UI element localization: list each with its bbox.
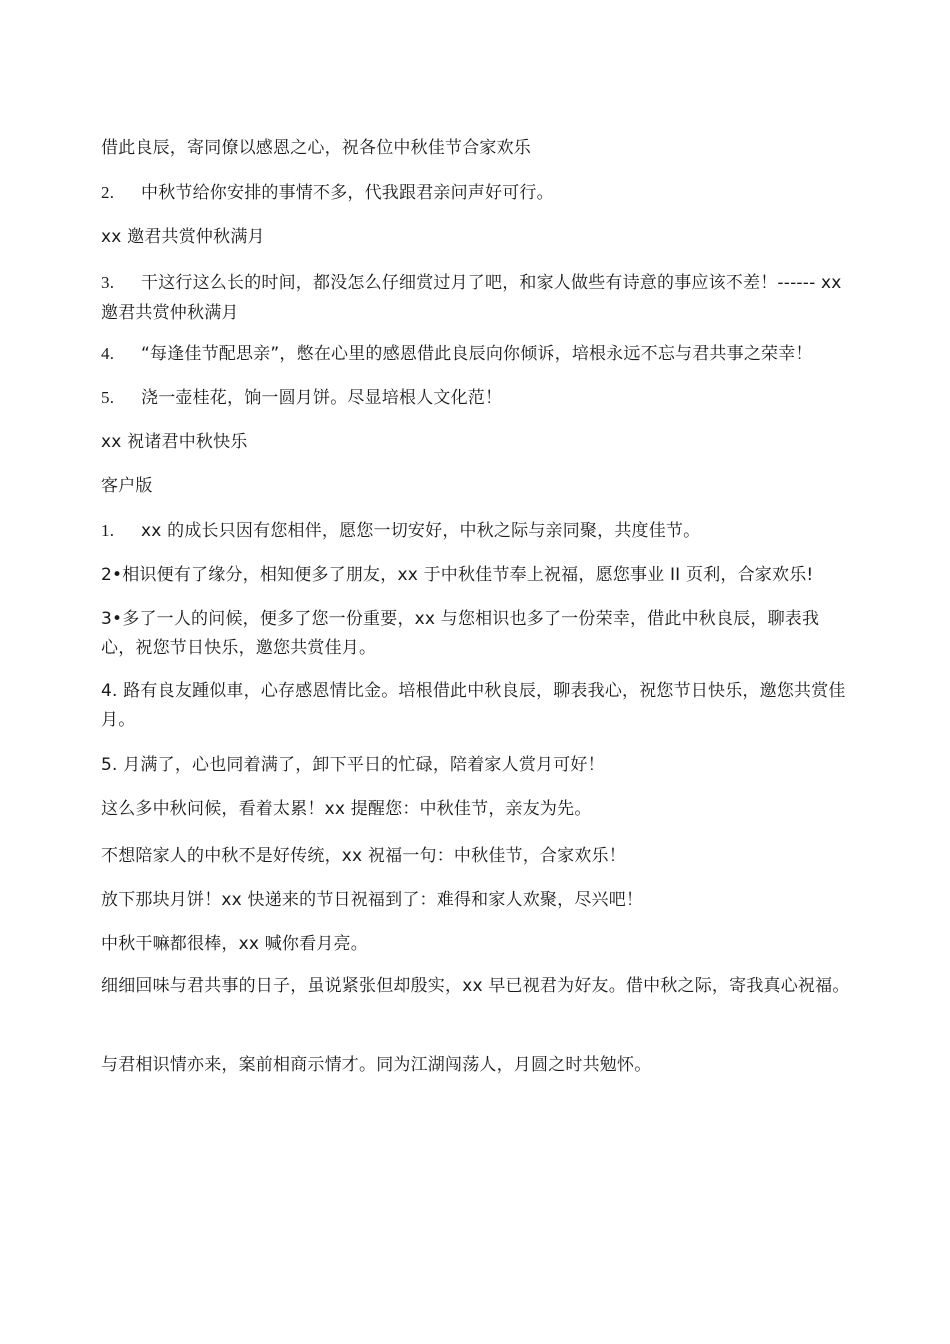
paragraph-text: 不想陪家人的中秋不是好传统，xx 祝福一句：中秋佳节，合家欢乐！ (101, 846, 626, 866)
list-item-text: 5. 月满了，心也同着满了，卸下平日的忙碌，陪着家人赏月可好！ (101, 755, 605, 775)
list-item (101, 268, 853, 328)
list-item-text: 3•多了一人的问候，便多了您一份重要，xx 与您相识也多了一份荣幸，借此中秋良辰，聊表我心，祝您节日快乐，邀您共赏佳月。 (101, 609, 820, 658)
paragraph-text: 借此良辰，寄同僚以感恩之心，祝各位中秋佳节合家欢乐 (101, 138, 531, 158)
paragraph (101, 223, 853, 251)
list-number: 5. (101, 388, 115, 407)
paragraph (101, 1051, 853, 1079)
section-heading (101, 472, 853, 500)
paragraph (101, 971, 853, 1001)
list-number: 2. (101, 183, 115, 202)
list-item (101, 340, 853, 368)
paragraph (101, 930, 853, 958)
list-item (101, 561, 853, 589)
list-item (101, 677, 853, 735)
list-number: 3. (101, 273, 115, 292)
list-item-text: 浇一壶桂花，饷一圆月饼。尽显培根人文化范！ (141, 388, 503, 408)
list-item-text: “每逢佳节配思亲”，憋在心里的感恩借此良辰向你倾诉，培根永远不忘与君共事之荣幸！ (141, 344, 813, 364)
list-item-text: 干这行这么长的时间，都没怎么仔细赏过月了吧，和家人做些有诗意的事应该不差！------ xx 邀君共赏仲秋满月 (101, 273, 842, 323)
list-item (101, 517, 853, 545)
paragraph-text: 与君相识情亦来，案前相商示情才。同为江湖闯荡人，月圆之时共勉怀。 (101, 1055, 652, 1075)
list-item-text: 2•相识便有了缘分，相知便多了朋友，xx 于中秋佳节奉上祝福，愿您事业 II 页利，合家欢乐! (101, 565, 814, 585)
list-item-text: xx 的成长只因有您相伴，愿您一切安好，中秋之际与亲同聚，共度佳节。 (141, 521, 701, 541)
paragraph-text: xx 邀君共赏仲秋满月 (101, 227, 265, 247)
list-number: 1. (101, 521, 115, 540)
paragraph (101, 428, 853, 456)
paragraph (101, 795, 853, 823)
paragraph (101, 134, 853, 162)
list-item (101, 179, 853, 207)
paragraph (101, 886, 853, 914)
paragraph-text: 放下那块月饼！xx 快递来的节日祝福到了：难得和家人欢聚，尽兴吧！ (101, 890, 644, 910)
list-item-text: 中秋节给你安排的事情不多，代我跟君亲问声好可行。 (141, 183, 554, 203)
list-item-text: 4. 路有良友踵似車，心存感恩情比金。培根借此中秋良辰，聊表我心，祝您节日快乐，邀您共赏佳月。 (101, 681, 846, 730)
paragraph-text: 这么多中秋问候，看着太累！xx 提醒您：中秋佳节，亲友为先。 (101, 799, 592, 819)
list-item (101, 384, 853, 412)
list-item (101, 751, 853, 779)
paragraph (101, 842, 853, 870)
paragraph-text: xx 祝诸君中秋快乐 (101, 432, 248, 452)
paragraph-text: 细细回味与君共事的日子，虽说紧张但却殷实，xx 早已视君为好友。借中秋之际，寄我真心祝福。 (101, 976, 850, 996)
paragraph-text: 中秋干嘛都很棒，xx 喊你看月亮。 (101, 934, 368, 954)
list-item (101, 605, 853, 663)
list-number: 4. (101, 344, 115, 363)
heading-text: 客户版 (101, 476, 153, 496)
